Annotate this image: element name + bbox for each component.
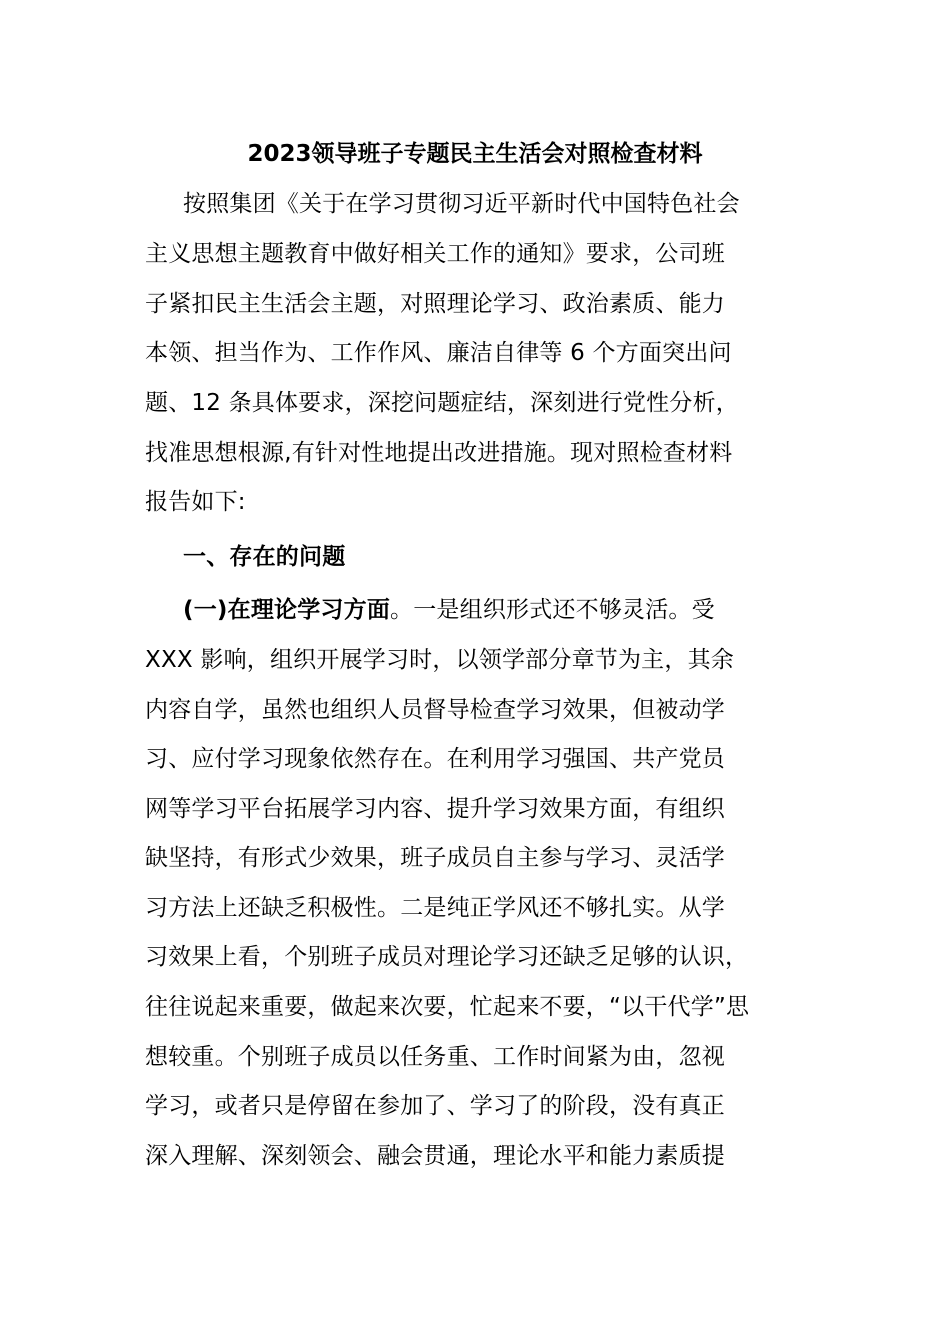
section-heading: 一、存在的问题 [183, 544, 346, 570]
intro-line-6: 找准思想根源,有针对性地提出改进措施。现对照检查材料 [145, 440, 733, 466]
body-line-10: 学习，或者只是停留在参加了、学习了的阶段，没有真正 [145, 1093, 725, 1119]
body-line-1: XXX 影响，组织开展学习时，以领学部分章节为主，其余 [145, 647, 734, 673]
intro-line-4: 本领、担当作为、工作作风、廉洁自律等 6 个方面突出问 [145, 340, 732, 366]
intro-line-7: 报告如下: [145, 489, 246, 515]
intro-line-2: 主义思想主题教育中做好相关工作的通知》要求，公司班 [145, 241, 725, 267]
body-line-8: 往往说起来重要，做起来次要，忙起来不要，“以干代学”思 [145, 994, 750, 1020]
body-line-9: 想较重。个别班子成员以任务重、工作时间紧为由，忽视 [145, 1044, 725, 1070]
intro-line-3: 子紧扣民主生活会主题，对照理论学习、政治素质、能力 [145, 291, 725, 317]
subsection-first-line-text: 。一是组织形式还不够灵活。受 [390, 597, 715, 623]
body-line-7: 习效果上看，个别班子成员对理论学习还缺乏足够的认识， [145, 944, 749, 970]
body-line-3: 习、应付学习现象依然存在。在利用学习强国、共产党员 [145, 746, 725, 772]
body-line-6: 习方法上还缺乏积极性。二是纯正学风还不够扎实。从学 [145, 895, 725, 921]
body-line-5: 缺坚持，有形式少效果，班子成员自主参与学习、灵活学 [145, 845, 725, 871]
body-line-2: 内容自学，虽然也组织人员督导检查学习效果，但被动学 [145, 697, 725, 723]
subsection-first-line [183, 592, 715, 628]
body-line-11: 深入理解、深刻领会、融会贯通，理论水平和能力素质提 [145, 1143, 725, 1169]
subsection-heading: (一)在理论学习方面 [183, 597, 391, 623]
intro-line-5: 题、12 条具体要求，深挖问题症结，深刻进行党性分析， [145, 390, 739, 416]
body-line-4: 网等学习平台拓展学习内容、提升学习效果方面，有组织 [145, 796, 725, 822]
intro-line-1: 按照集团《关于在学习贯彻习近平新时代中国特色社会 [183, 191, 740, 217]
document-title: 2023领导班子专题民主生活会对照检查材料 [247, 141, 703, 167]
